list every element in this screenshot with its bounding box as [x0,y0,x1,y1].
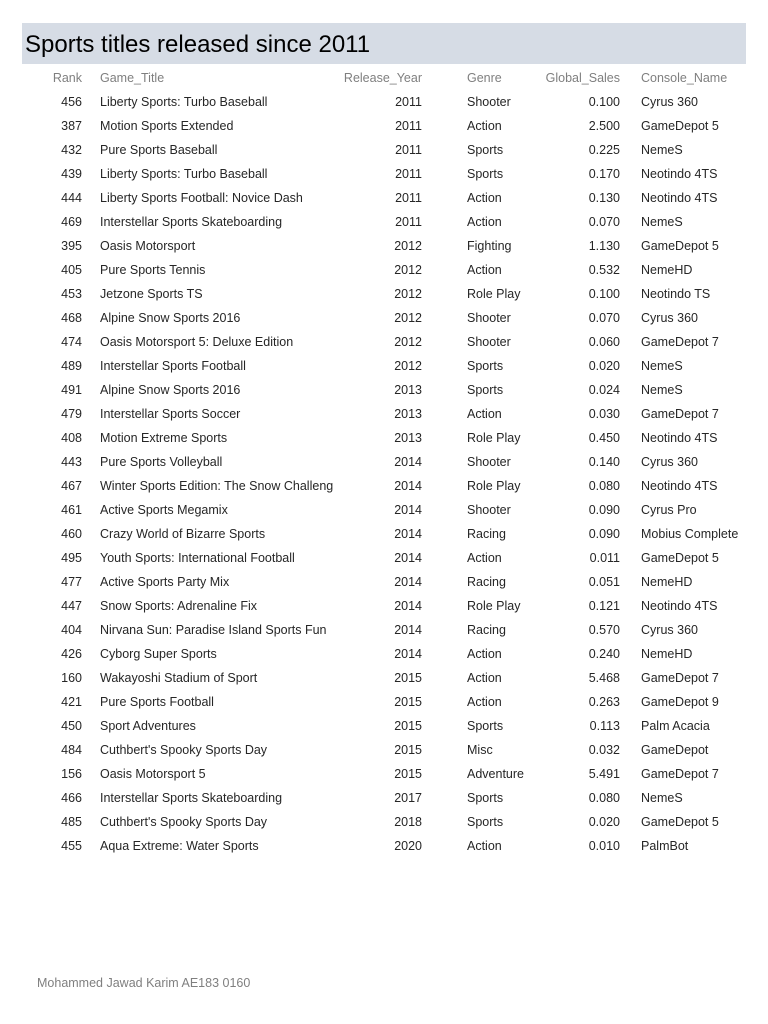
cell-genre: Racing [467,575,506,589]
cell-global-sales: 0.170 [588,167,620,181]
cell-release-year: 2015 [394,767,422,781]
cell-genre: Racing [467,527,506,541]
cell-console-name: Cyrus 360 [641,455,698,469]
report-title-bar [22,23,746,64]
cell-console-name: Neotindo 4TS [641,479,718,493]
cell-global-sales: 0.090 [588,503,620,517]
cell-rank: 461 [61,503,82,517]
cell-rank: 443 [61,455,82,469]
table-row [0,690,768,714]
cell-global-sales: 0.051 [588,575,620,589]
cell-genre: Role Play [467,599,521,613]
table-row [0,546,768,570]
cell-game-title: Crazy World of Bizarre Sports [100,527,266,541]
cell-genre: Sports [467,167,504,181]
cell-rank: 444 [61,191,82,205]
cell-game-title: Liberty Sports: Turbo Baseball [100,95,268,109]
table-row [0,642,768,666]
table-row [0,90,768,114]
cell-game-title: Cuthbert's Spooky Sports Day [100,815,268,829]
cell-release-year: 2013 [394,431,422,445]
table-row [0,258,768,282]
report-title: Sports titles released since 2011 [25,31,371,58]
cell-release-year: 2013 [394,407,422,421]
cell-console-name: GameDepot 5 [641,119,719,133]
cell-console-name: GameDepot [641,743,709,757]
cell-rank: 469 [61,215,82,229]
table-row [0,570,768,594]
table-row [0,834,768,858]
cell-console-name: Cyrus 360 [641,311,698,325]
cell-global-sales: 0.032 [588,743,620,757]
cell-rank: 404 [61,623,82,637]
cell-global-sales: 0.090 [588,527,620,541]
table-row [0,330,768,354]
cell-console-name: GameDepot 5 [641,815,719,829]
table-header-row [0,66,768,90]
table-row [0,186,768,210]
cell-console-name: Mobius Complete [641,527,739,541]
table-row [0,666,768,690]
cell-rank: 156 [61,767,82,781]
cell-release-year: 2014 [394,599,422,613]
cell-game-title: Oasis Motorsport [100,239,196,253]
cell-game-title: Aqua Extreme: Water Sports [100,839,259,853]
sales-table [0,66,768,858]
cell-global-sales: 1.130 [588,239,620,253]
cell-console-name: Neotindo 4TS [641,431,718,445]
table-row [0,138,768,162]
cell-rank: 468 [61,311,82,325]
cell-rank: 484 [61,743,82,757]
cell-release-year: 2015 [394,743,422,757]
cell-genre: Shooter [467,311,511,325]
cell-global-sales: 0.570 [588,623,620,637]
cell-release-year: 2014 [394,623,422,637]
cell-release-year: 2015 [394,671,422,685]
cell-game-title: Pure Sports Baseball [100,143,218,157]
cell-game-title: Motion Sports Extended [100,119,234,133]
table-row [0,450,768,474]
cell-global-sales: 5.468 [588,671,620,685]
cell-rank: 477 [61,575,82,589]
cell-genre: Action [467,119,502,133]
cell-console-name: NemeHD [641,263,693,277]
cell-global-sales: 0.060 [588,335,620,349]
table-row [0,378,768,402]
cell-console-name: Cyrus 360 [641,95,698,109]
cell-console-name: NemeHD [641,575,693,589]
table-row [0,714,768,738]
table-row [0,354,768,378]
cell-game-title: Interstellar Sports Skateboarding [100,791,283,805]
cell-release-year: 2017 [394,791,422,805]
cell-release-year: 2014 [394,551,422,565]
cell-game-title: Active Sports Party Mix [100,575,230,589]
cell-global-sales: 0.240 [588,647,620,661]
cell-global-sales: 0.130 [588,191,620,205]
cell-genre: Shooter [467,95,511,109]
cell-rank: 387 [61,119,82,133]
cell-global-sales: 0.024 [588,383,620,397]
header-global-sales: Global_Sales [545,71,620,85]
table-row [0,810,768,834]
cell-game-title: Wakayoshi Stadium of Sport [100,671,258,685]
cell-rank: 474 [61,335,82,349]
cell-game-title: Jetzone Sports TS [100,287,203,301]
cell-global-sales: 2.500 [588,119,620,133]
cell-rank: 450 [61,719,82,733]
cell-game-title: Cyborg Super Sports [100,647,217,661]
cell-release-year: 2011 [395,143,422,157]
cell-genre: Action [467,263,502,277]
cell-release-year: 2012 [394,239,422,253]
table-row [0,594,768,618]
cell-global-sales: 0.121 [588,599,620,613]
header-rank: Rank [52,71,82,85]
table-body [0,90,768,858]
cell-genre: Racing [467,623,506,637]
cell-genre: Fighting [467,239,512,253]
cell-console-name: GameDepot 7 [641,407,719,421]
header-release-year: Release_Year [343,71,422,85]
cell-release-year: 2012 [394,335,422,349]
cell-genre: Sports [467,359,504,373]
cell-global-sales: 0.070 [588,311,620,325]
cell-console-name: Neotindo 4TS [641,599,718,613]
table-row [0,114,768,138]
table-row [0,426,768,450]
cell-game-title: Snow Sports: Adrenaline Fix [100,599,258,613]
cell-rank: 160 [61,671,82,685]
cell-release-year: 2014 [394,575,422,589]
cell-genre: Role Play [467,479,521,493]
cell-release-year: 2013 [394,383,422,397]
cell-game-title: Liberty Sports: Turbo Baseball [100,167,268,181]
cell-release-year: 2012 [394,263,422,277]
cell-console-name: NemeHD [641,647,693,661]
cell-game-title: Oasis Motorsport 5 [100,767,206,781]
cell-release-year: 2011 [395,167,422,181]
cell-global-sales: 0.070 [588,215,620,229]
cell-console-name: NemeS [641,143,683,157]
cell-rank: 432 [61,143,82,157]
cell-console-name: NemeS [641,359,683,373]
cell-release-year: 2012 [394,311,422,325]
table-row [0,162,768,186]
table-row [0,234,768,258]
cell-rank: 456 [61,95,82,109]
cell-rank: 467 [61,479,82,493]
table-row [0,762,768,786]
cell-rank: 405 [61,263,82,277]
cell-game-title: Active Sports Megamix [100,503,228,517]
cell-genre: Action [467,695,502,709]
cell-global-sales: 0.020 [588,359,620,373]
cell-genre: Sports [467,143,504,157]
cell-genre: Action [467,839,502,853]
cell-release-year: 2015 [394,719,422,733]
cell-global-sales: 0.030 [588,407,620,421]
cell-release-year: 2011 [395,215,422,229]
table-row [0,474,768,498]
cell-game-title: Cuthbert's Spooky Sports Day [100,743,268,757]
cell-genre: Role Play [467,287,521,301]
cell-console-name: GameDepot 7 [641,335,719,349]
cell-release-year: 2011 [395,191,422,205]
cell-global-sales: 0.450 [588,431,620,445]
cell-console-name: NemeS [641,383,683,397]
cell-game-title: Nirvana Sun: Paradise Island Sports Fun [100,623,327,637]
cell-game-title: Motion Extreme Sports [100,431,228,445]
cell-rank: 453 [61,287,82,301]
header-genre: Genre [467,71,502,85]
cell-global-sales: 0.011 [589,551,620,565]
cell-genre: Sports [467,719,504,733]
cell-console-name: GameDepot 7 [641,671,719,685]
cell-console-name: Neotindo 4TS [641,167,718,181]
cell-rank: 479 [61,407,82,421]
cell-release-year: 2011 [395,119,422,133]
cell-console-name: Cyrus Pro [641,503,697,517]
cell-game-title: Pure Sports Volleyball [100,455,223,469]
cell-genre: Sports [467,815,504,829]
cell-global-sales: 0.100 [588,287,620,301]
cell-genre: Shooter [467,503,511,517]
cell-game-title: Pure Sports Football [100,695,214,709]
table-row [0,282,768,306]
cell-genre: Sports [467,383,504,397]
cell-genre: Shooter [467,455,511,469]
table-row [0,210,768,234]
cell-rank: 426 [61,647,82,661]
cell-console-name: Neotindo TS [641,287,711,301]
cell-release-year: 2015 [394,695,422,709]
cell-rank: 489 [61,359,82,373]
cell-global-sales: 0.100 [588,95,620,109]
cell-game-title: Sport Adventures [100,719,196,733]
cell-release-year: 2012 [394,359,422,373]
cell-genre: Role Play [467,431,521,445]
table-row [0,738,768,762]
cell-rank: 408 [61,431,82,445]
cell-rank: 395 [61,239,82,253]
cell-release-year: 2012 [394,287,422,301]
cell-global-sales: 0.532 [588,263,620,277]
cell-rank: 460 [61,527,82,541]
table-row [0,306,768,330]
cell-game-title: Interstellar Sports Football [100,359,246,373]
cell-genre: Action [467,551,502,565]
cell-genre: Sports [467,791,504,805]
cell-global-sales: 0.010 [588,839,620,853]
cell-genre: Adventure [467,767,524,781]
cell-genre: Action [467,191,502,205]
cell-release-year: 2018 [394,815,422,829]
cell-genre: Action [467,647,502,661]
cell-rank: 455 [61,839,82,853]
cell-rank: 447 [61,599,82,613]
header-game-title: Game_Title [100,71,165,85]
cell-game-title: Alpine Snow Sports 2016 [100,311,241,325]
cell-console-name: NemeS [641,215,683,229]
cell-genre: Action [467,671,502,685]
cell-global-sales: 0.263 [588,695,620,709]
cell-console-name: GameDepot 5 [641,551,719,565]
cell-global-sales: 0.140 [588,455,620,469]
cell-genre: Misc [467,743,493,757]
cell-game-title: Liberty Sports Football: Novice Dash [100,191,303,205]
cell-game-title: Oasis Motorsport 5: Deluxe Edition [100,335,294,349]
cell-console-name: Cyrus 360 [641,623,698,637]
cell-genre: Action [467,215,502,229]
cell-console-name: Neotindo 4TS [641,191,718,205]
cell-global-sales: 5.491 [588,767,620,781]
cell-global-sales: 0.080 [588,791,620,805]
cell-game-title: Youth Sports: International Football [100,551,295,565]
cell-game-title: Interstellar Sports Skateboarding [100,215,283,229]
cell-console-name: GameDepot 7 [641,767,719,781]
cell-console-name: PalmBot [641,839,689,853]
cell-genre: Shooter [467,335,511,349]
table-row [0,618,768,642]
author-footer: Mohammed Jawad Karim AE183 0160 [37,976,251,990]
cell-game-title: Pure Sports Tennis [100,263,206,277]
cell-game-title: Winter Sports Edition: The Snow Challeng [100,479,334,493]
table-row [0,522,768,546]
cell-release-year: 2014 [394,503,422,517]
cell-rank: 421 [61,695,82,709]
cell-global-sales: 0.225 [588,143,620,157]
cell-console-name: GameDepot 9 [641,695,719,709]
header-console-name: Console_Name [641,71,728,85]
cell-rank: 495 [61,551,82,565]
table-row [0,786,768,810]
cell-console-name: Palm Acacia [641,719,710,733]
table-row [0,402,768,426]
cell-global-sales: 0.113 [589,719,620,733]
cell-release-year: 2014 [394,527,422,541]
cell-release-year: 2020 [394,839,422,853]
cell-rank: 439 [61,167,82,181]
cell-release-year: 2014 [394,479,422,493]
cell-console-name: GameDepot 5 [641,239,719,253]
cell-release-year: 2014 [394,455,422,469]
cell-release-year: 2011 [395,95,422,109]
cell-rank: 485 [61,815,82,829]
cell-release-year: 2014 [394,647,422,661]
cell-game-title: Alpine Snow Sports 2016 [100,383,241,397]
cell-console-name: NemeS [641,791,683,805]
cell-global-sales: 0.020 [588,815,620,829]
cell-rank: 466 [61,791,82,805]
cell-game-title: Interstellar Sports Soccer [100,407,241,421]
table-row [0,498,768,522]
cell-rank: 491 [61,383,82,397]
cell-global-sales: 0.080 [588,479,620,493]
cell-genre: Action [467,407,502,421]
